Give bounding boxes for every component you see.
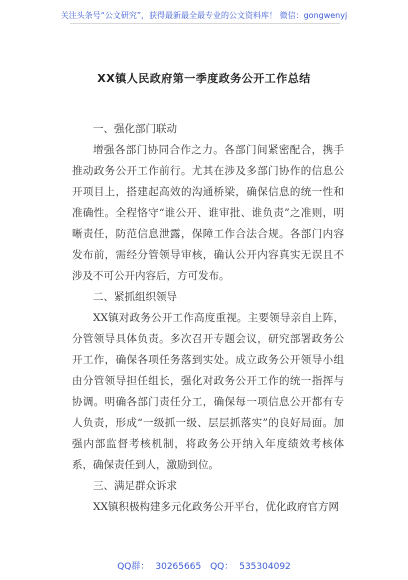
document-title: XX镇人民政府第一季度政务公开工作总结 [97,72,311,85]
section-paragraph-3: XX镇积极构建多元化政务公开平台，优化政府官方网 [93,501,339,513]
qq-group-number: 30265665 [155,562,202,572]
qq-label: QQ： [210,562,234,572]
footer-contact [0,559,408,572]
section-heading-3: 三、满足群众诉求 [93,480,177,492]
qq-group-label: QQ群： [117,562,150,572]
section-paragraph-1: 增强各部门协同合作之力。各部门间紧密配合，携手推动政务公开工作前行。尤其在涉及多部门协作的信息公开项目上，搭建起高效的沟通桥梁，确保信息的统一性和准确性。全程恪守“谁公开、谁审批、谁负责”之准则，明晰责任，防范信息泄露，保障工作合法合规。各部门内容发布前，需经分管领导审核，确认公开内容真实无误且不涉及不可公开内容后，方可发布。 [72,144,344,282]
section-heading-1: 一、强化部门联动 [93,123,177,135]
document-body [72,119,344,518]
section-heading-2: 二、紧抓组织领导 [93,291,177,303]
section-paragraph-2: XX镇对政务公开工作高度重视。主要领导亲自上阵，分管领导具体负责。多次召开专题会议，研究部署政务公开工作，确保各项任务落到实处。成立政务公开领导小组由分管领导担任组长，强化对政务公开工作的统一指挥与协调。明确各部门责任分工，确保每一项信息公开都有专人负责，形成“一级抓一级、层层抓落实”的良好局面。加强内部监督考核机制，将政务公开纳入年度绩效考核体系，确保责任到人，激励到位。 [72,312,344,471]
qq-number: 535304092 [239,562,291,572]
header-note: 关注头条号“公文研究”，获得最新最全最专业的公文资料库！ 微信：gongwenyj [60,11,348,20]
header-divider [70,23,340,24]
